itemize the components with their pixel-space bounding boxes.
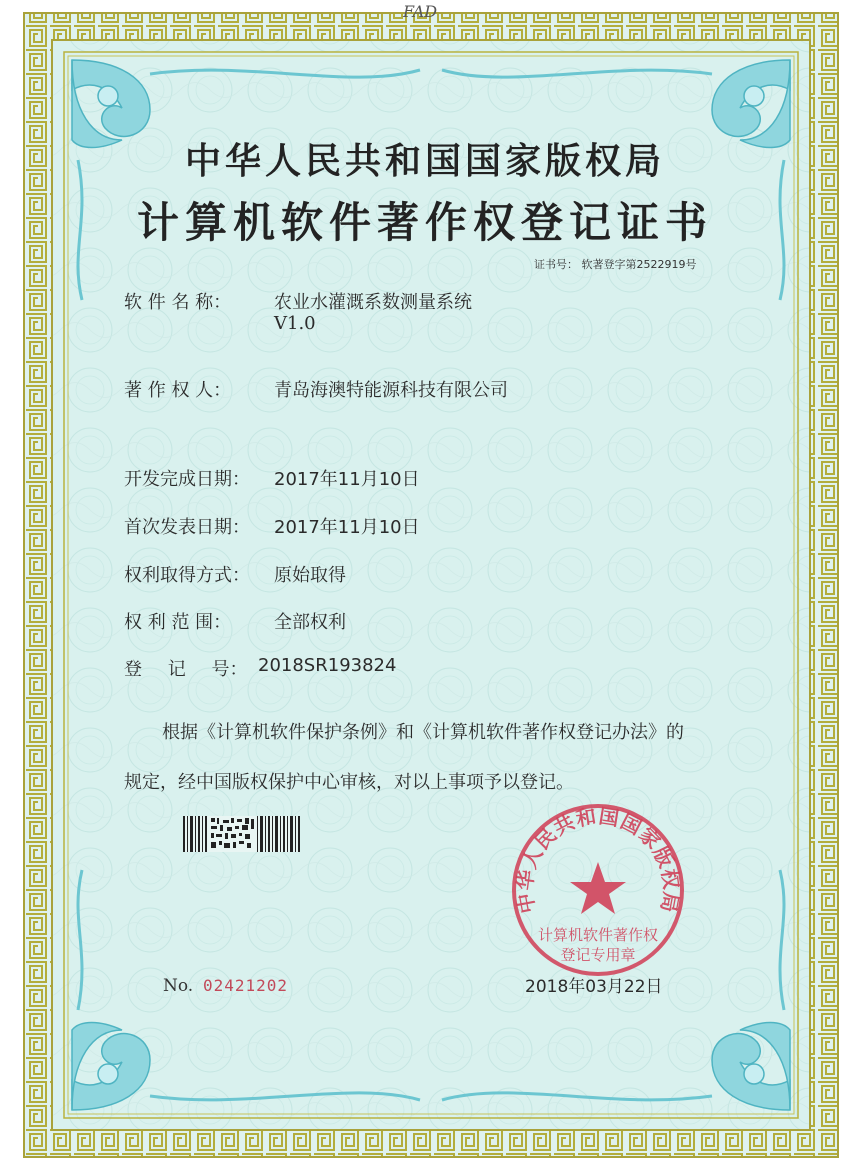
- registration-number-value: 2018SR193824: [258, 655, 397, 676]
- first-publication-date-label: 首次发表日期：: [124, 517, 250, 538]
- barcode-image: [183, 816, 300, 852]
- certificate-number: 证书号： 软著登字第2522919号: [534, 258, 697, 271]
- dev-completion-date-value: 2017年11月10日: [274, 469, 420, 490]
- seal-inner-line-2: 登记专用章: [560, 946, 636, 964]
- serial-number-value: 02421202: [203, 976, 289, 995]
- rights-scope-value: 全部权利: [274, 612, 346, 633]
- statement-line-1: 根据《计算机软件保护条例》和《计算机软件著作权登记办法》的: [162, 722, 684, 743]
- dev-completion-date-label: 开发完成日期：: [124, 469, 250, 490]
- serial-number-label: No.: [163, 976, 194, 996]
- official-seal: [508, 800, 688, 980]
- seal-inner-line-1: 计算机软件著作权: [537, 926, 659, 944]
- certificate-title: 计算机软件著作权登记证书: [136, 198, 713, 247]
- software-name-value: 农业水灌溉系数测量系统: [274, 292, 472, 313]
- acquisition-method-value: 原始取得: [274, 565, 346, 586]
- issue-date: 2018年03月22日: [525, 977, 663, 997]
- copyright-owner-value: 青岛海澳特能源科技有限公司: [274, 380, 508, 401]
- software-name-label: 软 件 名 称：: [124, 292, 232, 313]
- acquisition-method-label: 权利取得方式：: [124, 565, 250, 586]
- seal-star-icon: [570, 862, 626, 914]
- software-version-value: V1.0: [274, 313, 316, 334]
- copyright-owner-label: 著 作 权 人：: [124, 380, 232, 401]
- rights-scope-label: 权 利 范 围：: [124, 612, 232, 633]
- statement-line-2: 规定，经中国版权保护中心审核，对以上事项予以登记。: [124, 772, 574, 793]
- registration-number-label: 登 记 号：: [124, 659, 248, 680]
- handwritten-note: FAD: [403, 2, 438, 21]
- issuing-authority: 中华人民共和国国家版权局: [184, 140, 665, 182]
- seal-ring-text: 中华人民共和国国家版权局: [512, 803, 684, 916]
- first-publication-date-value: 2017年11月10日: [274, 517, 420, 538]
